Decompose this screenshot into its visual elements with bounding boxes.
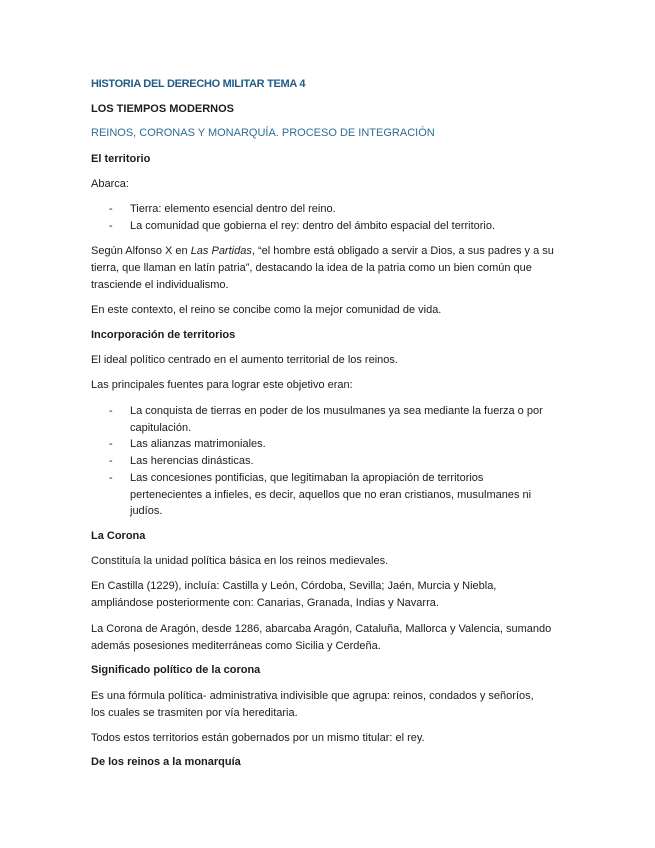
territorio-paragraph-1-line2: tierra, que llaman en latín patria”, destacando la idea de la patria como un bien común que: [91, 262, 532, 274]
corona-paragraph-1: Constituía la unidad política básica en los reinos medievales.: [91, 555, 389, 567]
bullet-marker: -: [109, 405, 113, 417]
territorio-paragraph-1-line3: trasciende el individualismo.: [91, 279, 229, 291]
significado-paragraph-1: Es una fórmula política- administrativa indivisible que agrupa: reinos, condados y señoríos,: [91, 690, 534, 702]
document-title: HISTORIA DEL DERECHO MILITAR TEMA 4: [91, 78, 306, 90]
bullet-marker: -: [109, 203, 113, 215]
bullet-marker: -: [109, 455, 113, 467]
section-title: LOS TIEMPOS MODERNOS: [91, 103, 235, 115]
territorio-bullet-2: La comunidad que gobierna el rey: dentro del ámbito espacial del territorio.: [130, 220, 496, 232]
incorporacion-bullet-4-cont: pertenecientes a infieles, es decir, aquellos que no eran cristianos, musulmanes ni: [130, 489, 532, 501]
bullet-marker: -: [109, 438, 113, 450]
bullet-marker: -: [109, 220, 113, 232]
bullet-marker: -: [109, 472, 113, 484]
significado-paragraph-1-line2: los cuales se trasmiten por vía hereditaria.: [91, 707, 298, 719]
incorporacion-bullet-1-cont: capitulación.: [130, 422, 192, 434]
incorporacion-paragraph-2: Las principales fuentes para lograr este objetivo eran:: [91, 379, 353, 391]
incorporacion-bullet-4-cont2: judíos.: [130, 505, 163, 517]
incorporacion-bullet-1: La conquista de tierras en poder de los musulmanes ya sea mediante la fuerza o por: [130, 405, 543, 417]
territorio-paragraph-1: Según Alfonso X en Las Partidas, “el hombre está obligado a servir a Dios, a sus padres y a su: [91, 245, 554, 257]
heading-territorio: El territorio: [91, 153, 151, 165]
significado-paragraph-2: Todos estos territorios están gobernados por un mismo titular: el rey.: [91, 732, 425, 744]
heading-corona: La Corona: [91, 530, 146, 542]
partidas-title: Las Partidas: [190, 245, 252, 257]
incorporacion-bullet-4: Las concesiones pontificias, que legitimaban la apropiación de territorios: [130, 472, 484, 484]
heading-significado: Significado político de la corona: [91, 664, 261, 676]
corona-paragraph-3: La Corona de Aragón, desde 1286, abarcaba Aragón, Cataluña, Mallorca y Valencia, sumando: [91, 623, 552, 635]
territorio-bullet-1: Tierra: elemento esencial dentro del reino.: [130, 203, 336, 215]
incorporacion-bullet-3: Las herencias dinásticas.: [130, 455, 254, 467]
corona-paragraph-2: En Castilla (1229), incluía: Castilla y León, Córdoba, Sevilla; Jaén, Murcia y Niebla,: [91, 580, 497, 592]
territorio-paragraph-2: En este contexto, el reino se concibe como la mejor comunidad de vida.: [91, 304, 442, 316]
corona-paragraph-3-line2: además posesiones mediterráneas como Sicilia y Cerdeña.: [91, 640, 381, 652]
incorporacion-bullet-2: Las alianzas matrimoniales.: [130, 438, 266, 450]
heading-monarquia: De los reinos a la monarquía: [91, 756, 241, 768]
corona-paragraph-2-line2: ampliándose posteriormente con: Canarias, Granada, Indias y Navarra.: [91, 597, 439, 609]
territorio-intro: Abarca:: [91, 178, 129, 190]
heading-incorporacion: Incorporación de territorios: [91, 329, 236, 341]
incorporacion-paragraph-1: El ideal político centrado en el aumento territorial de los reinos.: [91, 354, 398, 366]
section-subtitle: REINOS, CORONAS Y MONARQUÍA. PROCESO DE INTEGRACIÓN: [91, 127, 435, 139]
